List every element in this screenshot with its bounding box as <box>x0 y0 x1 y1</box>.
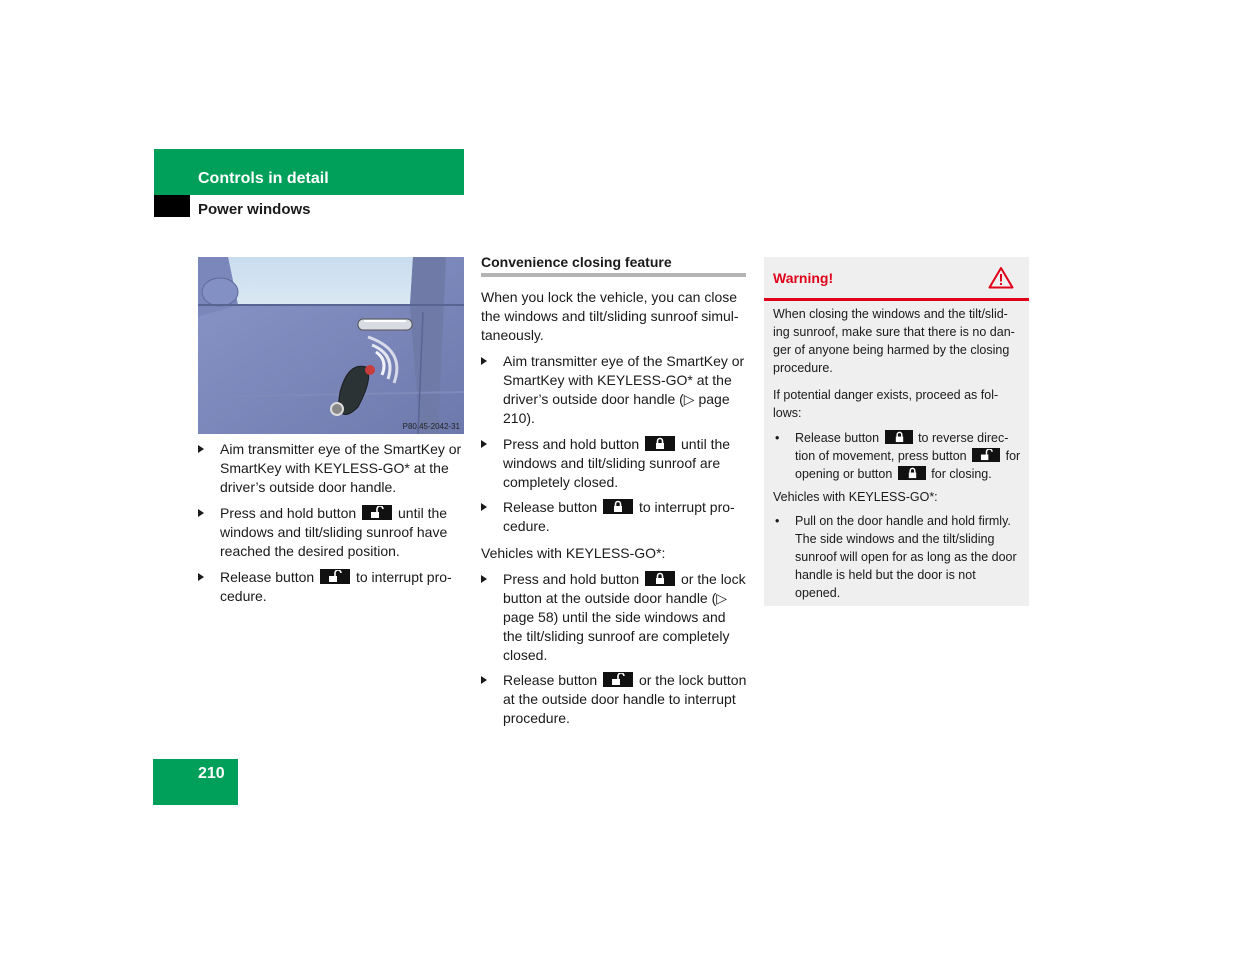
subsection-title: Power windows <box>198 201 311 218</box>
warning-paragraph: If potential danger exists, proceed as fol-lows: <box>773 388 999 420</box>
list-item: Release button or the lock button at the outside door handle to interrupt procedure. <box>481 671 747 728</box>
warning-triangle-icon <box>988 266 1014 294</box>
list-item: • Release button to reverse direc-tion of movement, press button for opening or button for closing. <box>775 431 1021 481</box>
bullet-arrow-icon <box>198 445 204 453</box>
section-title: Controls in detail <box>198 170 329 187</box>
page-number: 210 <box>198 765 225 782</box>
warning-rule <box>764 298 1029 301</box>
bullet-arrow-icon <box>481 357 487 365</box>
warning-keyless-heading: Vehicles with KEYLESS-GO*: <box>773 490 938 504</box>
lock-button-icon <box>645 436 675 451</box>
unlock-button-icon <box>603 672 633 687</box>
bullet-dot-icon: • <box>775 431 780 445</box>
unlock-button-icon <box>972 448 1000 462</box>
bullet-arrow-icon <box>198 573 204 581</box>
list-item: Release button to interrupt pro-cedure. <box>198 568 464 606</box>
lock-button-icon <box>898 466 926 480</box>
heading-rule <box>481 273 746 277</box>
subsection-marker <box>154 195 190 217</box>
warning-title: Warning! <box>773 270 834 286</box>
bullet-arrow-icon <box>481 440 487 448</box>
bullet-arrow-icon <box>198 509 204 517</box>
unlock-button-icon <box>320 569 350 584</box>
section-heading: Convenience closing feature <box>481 254 672 270</box>
list-item: • Pull on the door handle and hold firmly. The side windows and the tilt/sliding sunroof will open for as long as the door handle is held but the door is not opened. <box>775 514 1017 600</box>
bullet-arrow-icon <box>481 575 487 583</box>
list-item: Press and hold button until the windows and tilt/sliding sunroof have reached the desired position. <box>198 504 464 561</box>
bullet-dot-icon: • <box>775 514 780 528</box>
door-smartkey-photo <box>198 257 464 434</box>
warning-paragraph: When closing the windows and the tilt/slid-ing sunroof, make sure that there is no dan-ger of anyone being harmed by the closing procedure. <box>773 307 1015 375</box>
lock-button-icon <box>885 430 913 444</box>
page-number-box <box>153 759 238 805</box>
bullet-arrow-icon <box>481 676 487 684</box>
list-item: Aim transmitter eye of the SmartKey or SmartKey with KEYLESS-GO* at the driver’s outside door handle. <box>198 440 464 497</box>
list-item: Press and hold button or the lock button at the outside door handle (▷ page 58) until the side windows and the tilt/sliding sunroof are completely closed. <box>481 570 747 665</box>
lock-button-icon <box>603 499 633 514</box>
unlock-button-icon <box>362 505 392 520</box>
figure-code: P80.45-2042-31 <box>402 422 460 431</box>
keyless-heading: Vehicles with KEYLESS-GO*: <box>481 545 666 561</box>
list-item: Release button to interrupt pro-cedure. <box>481 498 747 536</box>
list-item: Press and hold button until the windows and tilt/sliding sunroof are completely closed. <box>481 435 747 492</box>
lock-button-icon <box>645 571 675 586</box>
bullet-arrow-icon <box>481 503 487 511</box>
intro-paragraph: When you lock the vehicle, you can close the windows and tilt/sliding sunroof simul-taneously. <box>481 289 739 343</box>
list-item: Aim transmitter eye of the SmartKey or SmartKey with KEYLESS-GO* at the driver’s outside door handle (▷ page 210). <box>481 352 747 428</box>
